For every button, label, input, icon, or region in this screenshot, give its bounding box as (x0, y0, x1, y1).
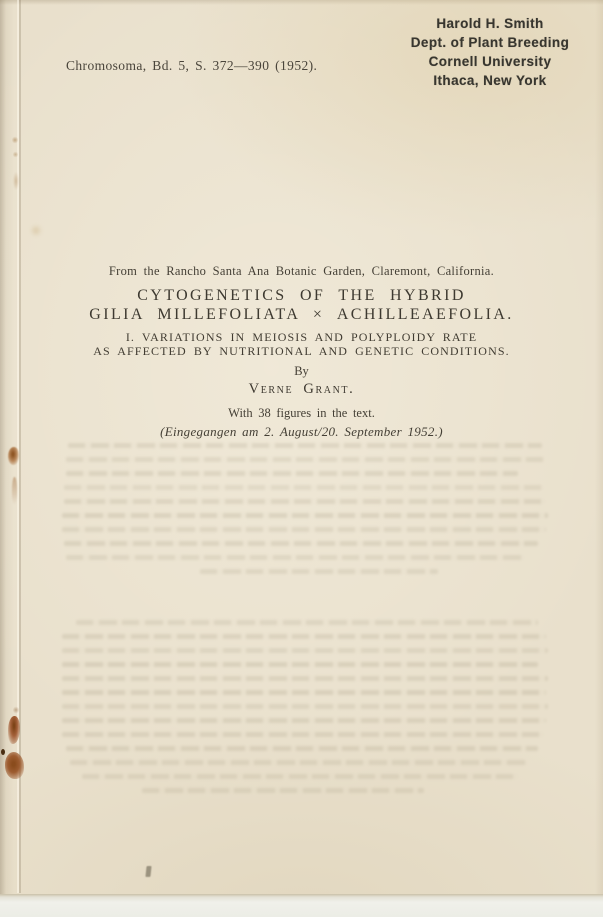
bleed-through-line (62, 732, 544, 737)
bleed-through-line (62, 676, 548, 681)
bleed-through-line (200, 569, 438, 574)
rust-stain (8, 447, 19, 465)
ownership-stamp (392, 14, 588, 90)
received-date-note: (Eingegangen am 2. August/20. September 1952.) (160, 424, 443, 439)
bleed-through-line (64, 541, 538, 546)
bleed-through-line (62, 634, 546, 639)
article-subtitle-line-1: I. VARIATIONS IN MEIOSIS AND POLYPLOIDY RATE (125, 330, 478, 344)
bleed-through-line (70, 760, 528, 765)
article-subtitle-line-2: AS AFFECTED BY NUTRITIONAL AND GENETIC CONDITIONS. (93, 344, 510, 358)
bleed-through-line (68, 443, 542, 448)
bleed-through-line (62, 527, 546, 532)
bleed-through-line (62, 704, 548, 709)
bleed-through-line (142, 788, 424, 793)
journal-citation: Chromosoma, Bd. 5, S. 372—390 (1952). (66, 58, 318, 73)
bleed-through-line (82, 774, 518, 779)
bleed-through-line (66, 457, 544, 462)
bleed-through-line (62, 690, 546, 695)
bleed-through-line (64, 499, 546, 504)
bleed-through-line (66, 471, 518, 476)
bleed-through-line (62, 513, 548, 518)
scanner-background-strip (0, 894, 603, 917)
bleed-through-line (62, 662, 538, 667)
bleed-through-line (62, 648, 548, 653)
bleed-through-line (76, 620, 538, 625)
figures-note: With 38 figures in the text. (228, 406, 375, 420)
author-name: Verne Grant. (248, 381, 355, 397)
bleed-through-line (66, 555, 524, 560)
stain-speck (12, 136, 18, 144)
fold-crease (17, 0, 22, 893)
bleed-through-line (66, 746, 538, 751)
rust-stain (5, 752, 24, 779)
rust-speck (13, 706, 19, 714)
affiliation-line: From the Rancho Santa Ana Botanic Garden, Claremont, California. (108, 264, 495, 278)
stain-smudge (30, 224, 42, 237)
stamp-line-institution: Cornell University (428, 54, 552, 69)
stamp-line-name: Harold H. Smith (436, 16, 544, 31)
rust-streak (12, 477, 17, 505)
stamp-line-city: Ithaca, New York (433, 73, 547, 88)
byline-by: By (294, 364, 309, 378)
faint-page-mark (145, 866, 151, 877)
stamp-line-department: Dept. of Plant Breeding (410, 35, 570, 50)
stain-speck (13, 172, 19, 190)
article-title-line-2: GILIA MILLEFOLIATA × ACHILLEAEFOLIA. (89, 306, 514, 323)
rust-stain (8, 716, 20, 744)
article-title-line-1: CYTOGENETICS OF THE HYBRID (137, 287, 466, 304)
bleed-through-line (64, 485, 544, 490)
stain-speck (13, 151, 18, 158)
bleed-through-line (62, 718, 546, 723)
dark-speck (1, 749, 5, 755)
